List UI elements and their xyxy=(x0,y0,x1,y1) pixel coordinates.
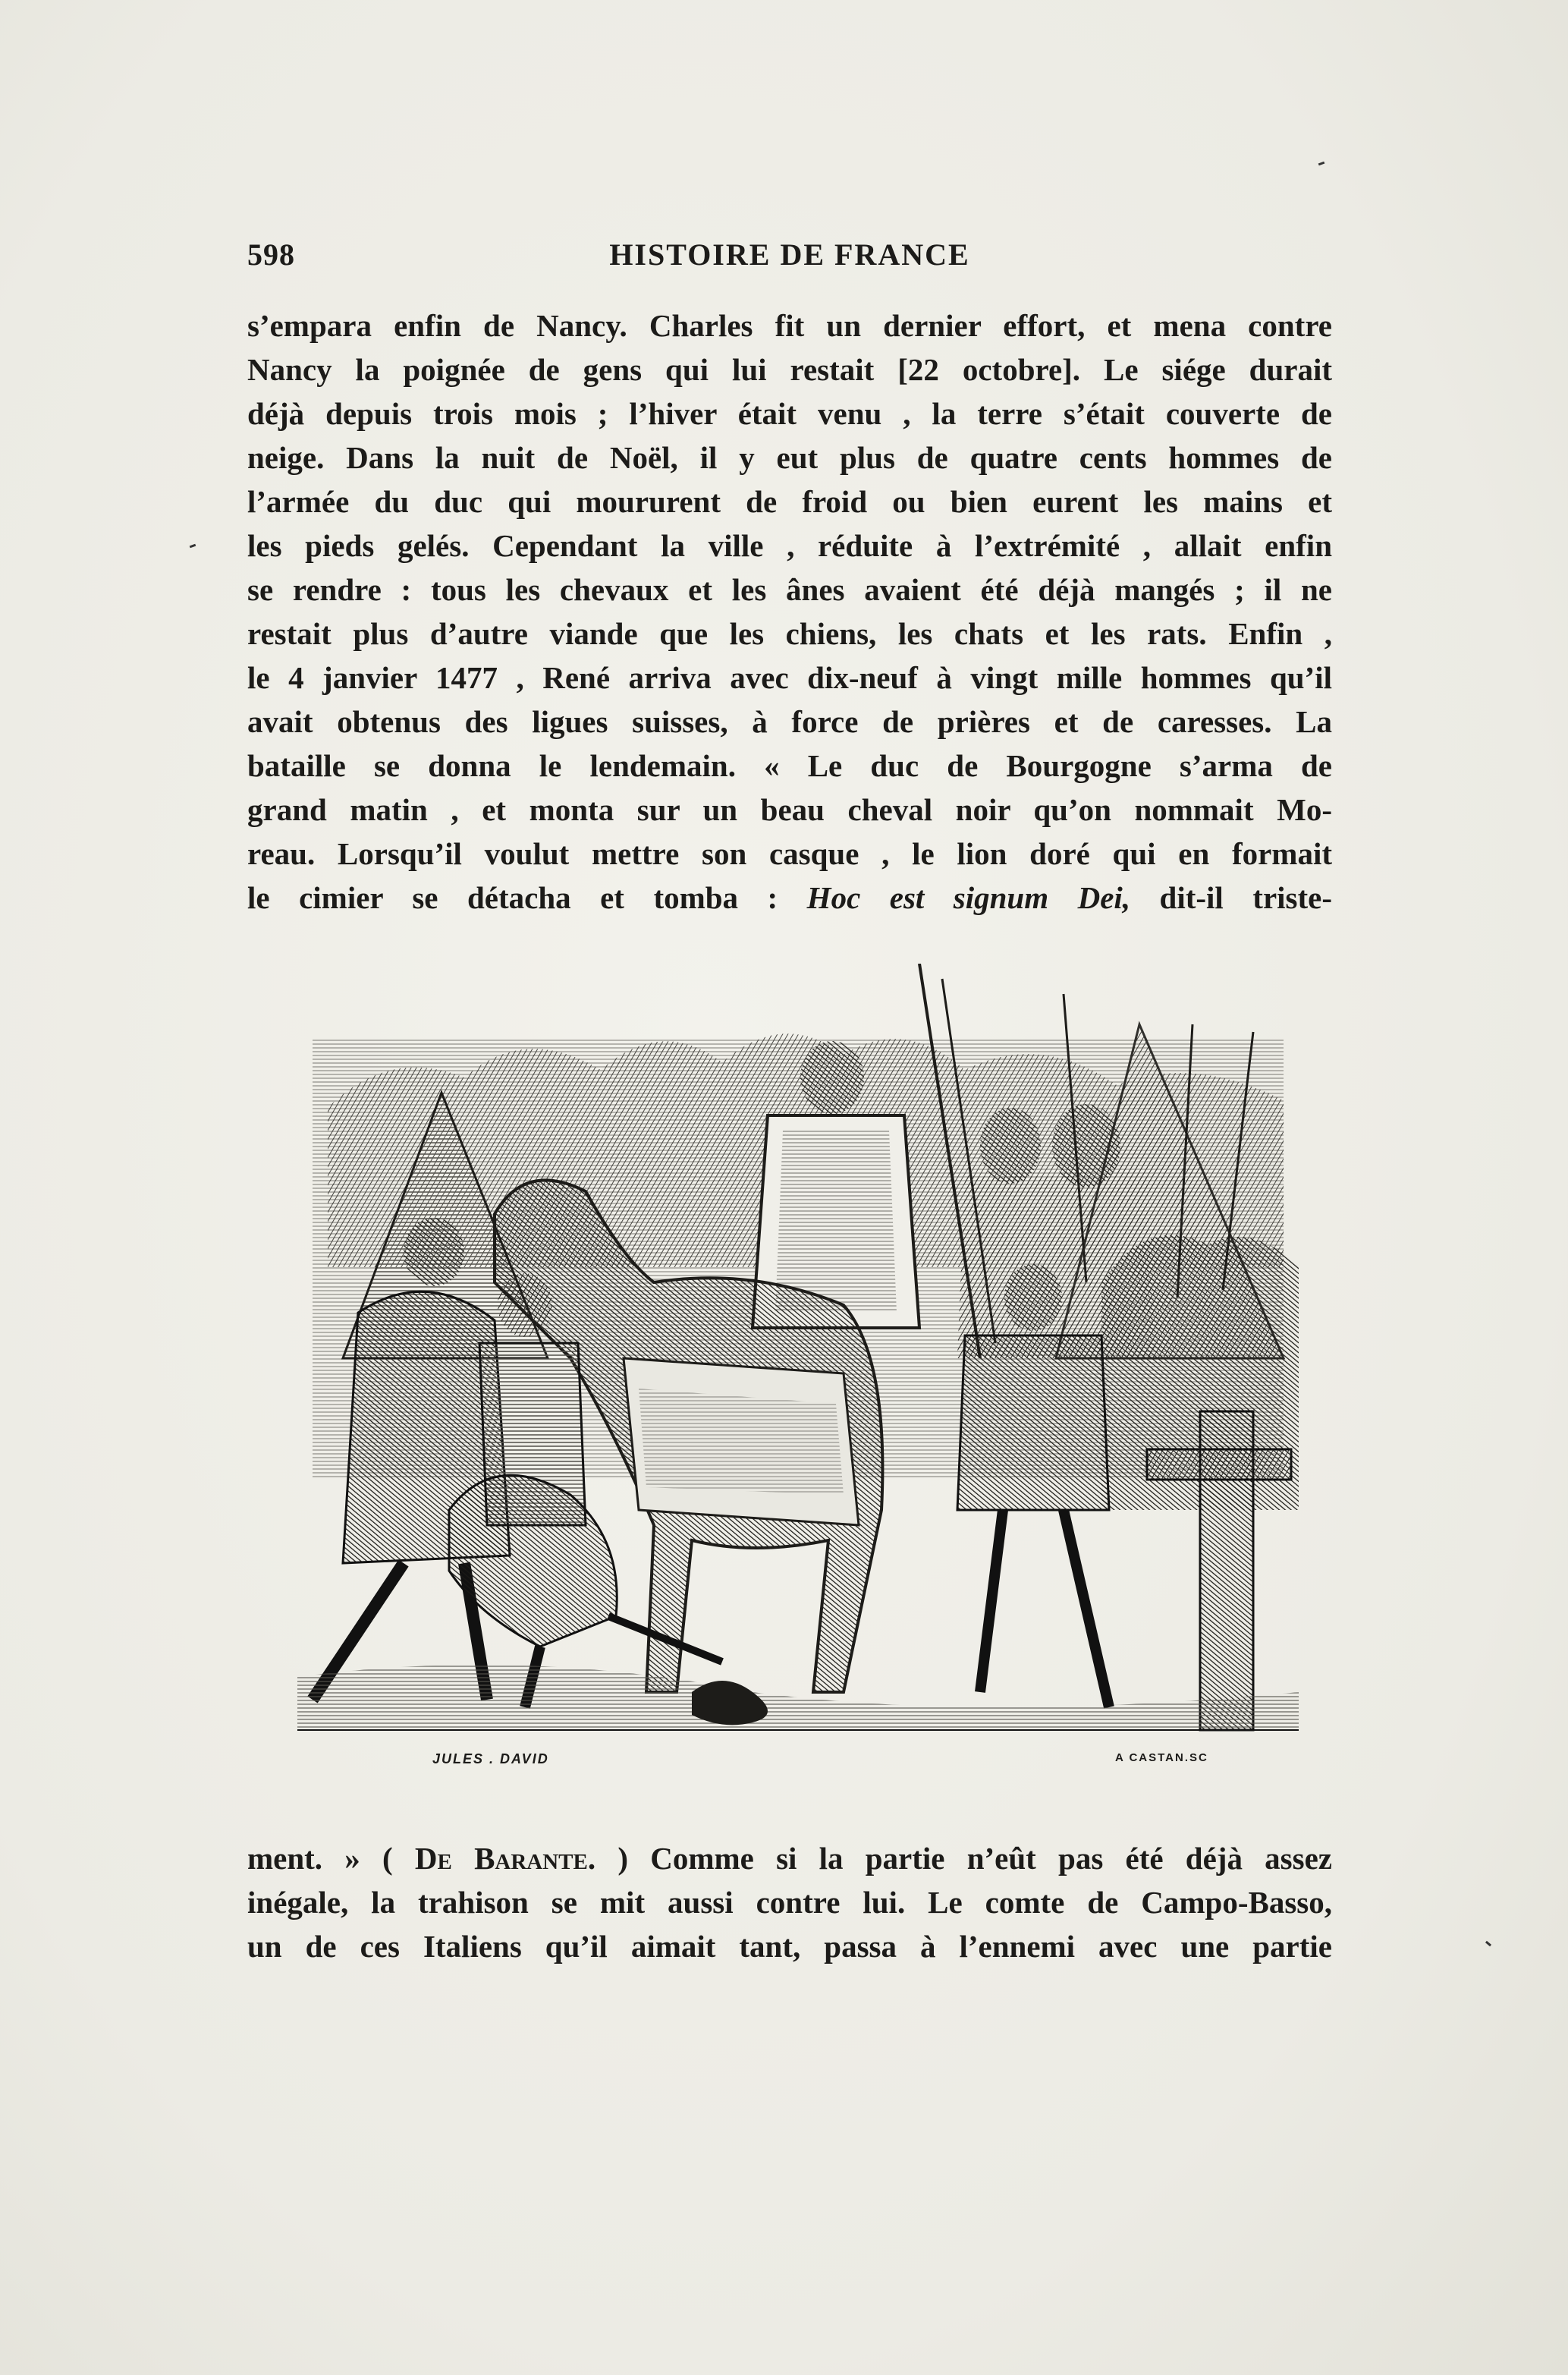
text-line: neige. Dans la nuit de Noël, il y eut plus de quatre cents hommes de xyxy=(247,440,1332,475)
paragraph-before-figure xyxy=(247,304,1332,920)
text-line: s’empara enfin de Nancy. Charles fit un dernier effort, et mena contre xyxy=(247,308,1332,343)
text-line: un de ces Italiens qu’il aimait tant, passa à l’ennemi avec une partie xyxy=(247,1929,1332,1964)
text-line: reau. Lorsqu’il voulut mettre son casque , le lion doré qui en formait xyxy=(247,836,1332,871)
text-line: les pieds gelés. Cependant la ville , réduite à l’extrémité , allait enfin xyxy=(247,528,1332,563)
paper-speck xyxy=(1485,1941,1491,1946)
running-title: HISTOIRE DE FRANCE xyxy=(609,238,970,272)
page-number: 598 xyxy=(247,238,295,272)
text-line: déjà depuis trois mois ; l’hiver était venu , la terre s’était couverte de xyxy=(247,396,1332,431)
paper-speck xyxy=(190,544,196,549)
illustrator-credit: JULES . DAVID xyxy=(432,1751,549,1766)
text-line: se rendre : tous les chevaux et les ânes avaient été déjà mangés ; il ne xyxy=(247,572,1332,607)
text-line: restait plus d’autre viande que les chiens, les chats et les rats. Enfin , xyxy=(247,616,1332,651)
text-line: l’armée du duc qui moururent de froid ou bien eurent les mains et xyxy=(247,484,1332,519)
text-line: Nancy la poignée de gens qui lui restait [22 octobre]. Le siége durait xyxy=(247,352,1332,387)
engraver-credit: A CASTAN.SC xyxy=(1115,1751,1208,1764)
text-run: ment. » ( xyxy=(247,1841,415,1876)
text-line: inégale, la trahison se mit aussi contre lui. Le comte de Campo-Basso, xyxy=(247,1885,1332,1920)
paragraph-after-figure xyxy=(247,1836,1332,1968)
text-line: bataille se donna le lendemain. « Le duc de Bourgogne s’arma de xyxy=(247,748,1332,783)
text-run: ) Comme si la partie n’eût pas été déjà assez xyxy=(595,1841,1332,1876)
citation-author: De Barante. xyxy=(414,1841,596,1876)
engraving-illustration xyxy=(297,964,1314,1773)
page-header xyxy=(247,237,1332,279)
latin-quote: Hoc est signum Dei, xyxy=(806,880,1131,915)
text-line: avait obtenus des ligues suisses, à force de prières et de caresses. La xyxy=(247,704,1332,739)
engraving-duke-mounting-horse-icon xyxy=(297,964,1314,1773)
text-line-with-citation xyxy=(247,1836,1332,1880)
text-run: le cimier se détacha et tomba : xyxy=(247,880,807,915)
text-line: grand matin , et monta sur un beau cheval noir qu’on nommait Mo- xyxy=(247,792,1332,827)
text-line-with-italic xyxy=(247,876,1332,920)
text-run: dit-il triste- xyxy=(1130,880,1332,915)
paper-speck xyxy=(1318,162,1325,166)
text-line: le 4 janvier 1477 , René arriva avec dix-neuf à vingt mille hommes qu’il xyxy=(247,660,1332,695)
